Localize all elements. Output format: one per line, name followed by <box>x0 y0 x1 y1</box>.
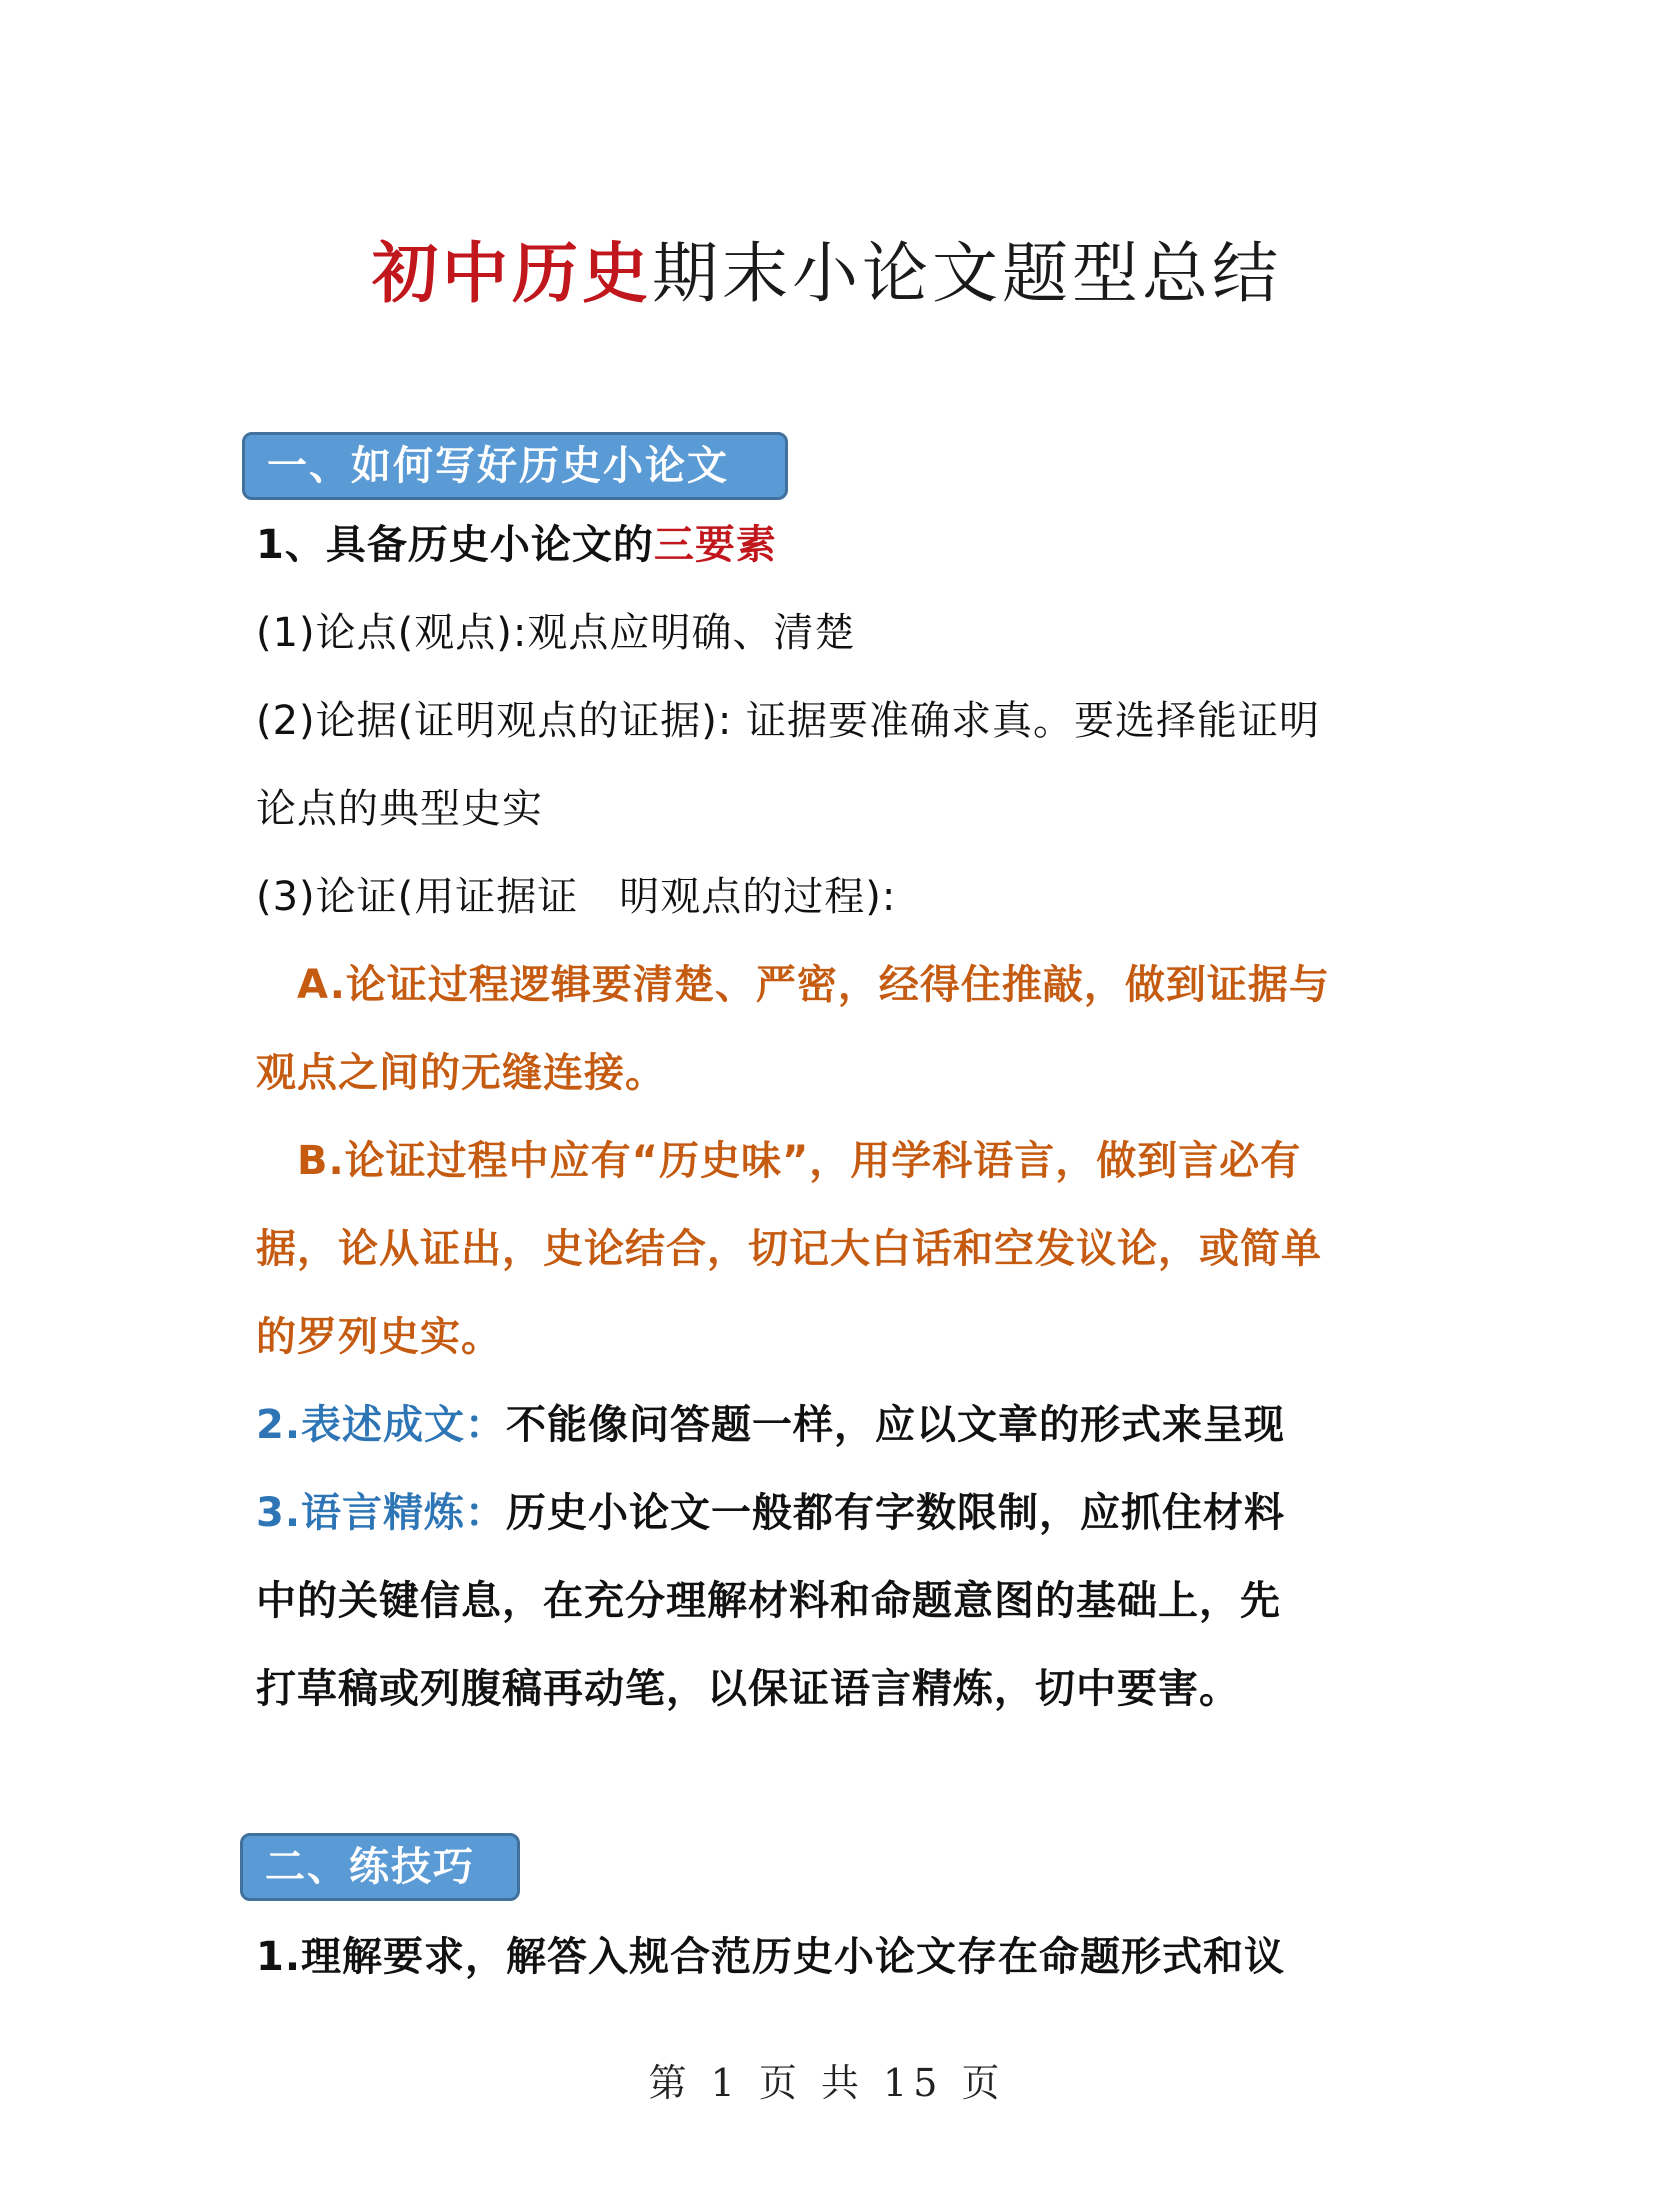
point-2-line-1: (2)论据(证明观点的证据): 证据要准确求真。要选择能证明 <box>256 698 1321 744</box>
item-2 <box>256 1381 1426 1469</box>
section-heading-1: 一、如何写好历史小论文 <box>242 432 788 500</box>
point-a-line-2: 观点之间的无缝连接。 <box>256 1050 666 1096</box>
point-3: (3)论证(用证据证 明观点的过程): <box>256 874 897 920</box>
title-red-part: 初中历史 <box>372 234 652 312</box>
item-3-line-2: 中的关键信息，在充分理解材料和命题意图的基础上，先 <box>256 1578 1281 1624</box>
item-3-line-3: 打草稿或列腹稿再动笔，以保证语言精炼，切中要害。 <box>256 1666 1240 1712</box>
point-b-line-3: 的罗列史实。 <box>256 1314 502 1360</box>
point-2-line-2: 论点的典型史实 <box>256 786 543 832</box>
item-3-text: 历史小论文一般都有字数限制，应抓住材料 <box>506 1490 1286 1536</box>
item-1-heading <box>256 501 1426 589</box>
item-2-label: 2.表述成文： <box>256 1402 507 1448</box>
point-1: (1)论点(观点):观点应明确、清楚 <box>256 610 856 656</box>
page-title <box>0 228 1654 319</box>
section-heading-2: 二、练技巧 <box>240 1833 520 1901</box>
item-2-text: 不能像问答题一样，应以文章的形式来呈现 <box>506 1402 1286 1448</box>
point-b-line-1: B.论证过程中应有“历史味”，用学科语言，做到言必有 <box>256 1138 1302 1184</box>
item-1-prefix: 1、具备历史小论文的 <box>256 522 654 568</box>
page-footer: 第 1 页 共 15 页 <box>648 2061 1006 2105</box>
section-2-item-1: 1.理解要求，解答入规合范历史小论文存在命题形式和议 <box>256 1934 1286 1980</box>
item-3 <box>256 1469 1426 1557</box>
point-b-line-2: 据，论从证出，史论结合，切记大白话和空发议论，或简单 <box>256 1226 1322 1272</box>
title-black-part: 期末小论文题型总结 <box>652 235 1282 312</box>
item-3-label: 3.语言精炼： <box>256 1490 507 1536</box>
point-a-line-1: A.论证过程逻辑要清楚、严密，经得住推敲，做到证据与 <box>256 962 1330 1008</box>
item-1-highlight: 三要素 <box>653 522 777 568</box>
